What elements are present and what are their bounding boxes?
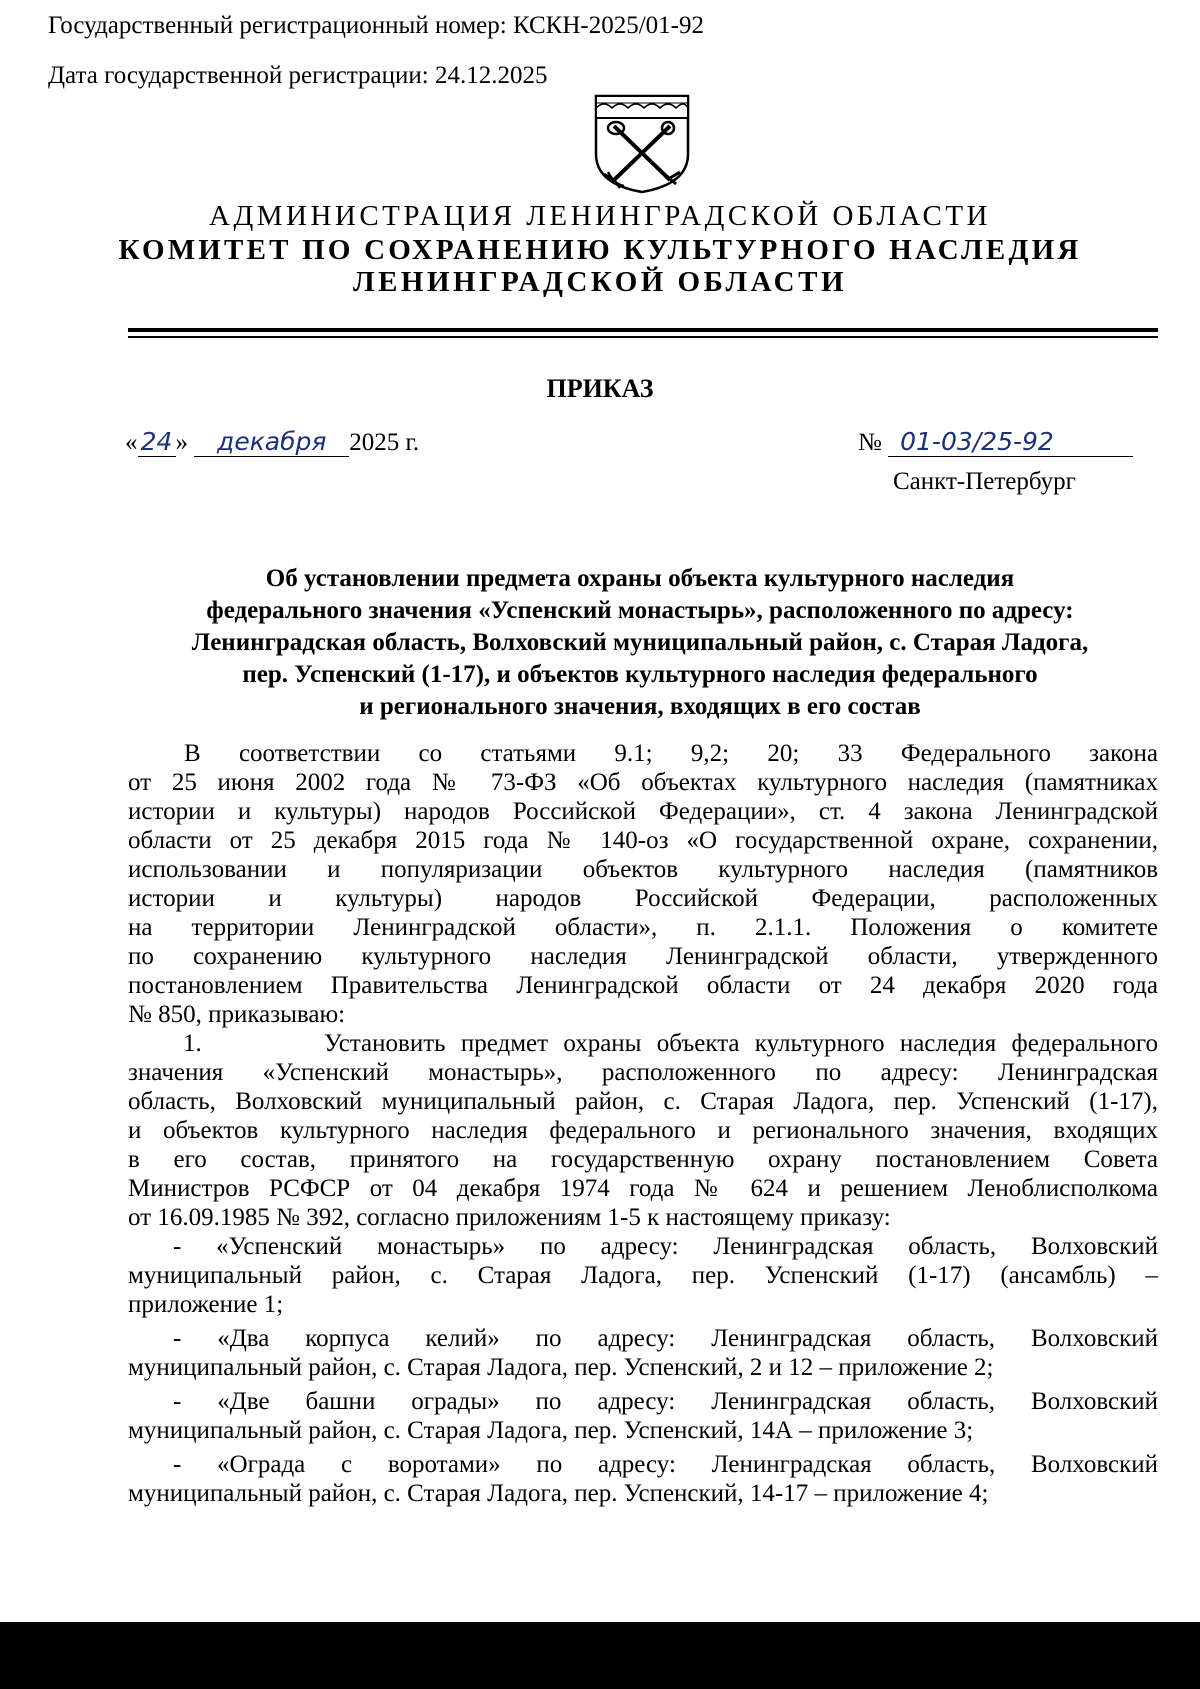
title-line: пер. Успенский (1-17), и объектов культурного наследия федерального <box>242 661 1038 688</box>
body-line: В соответствии со статьями 9.1; 9,2; 20; 33 Федерального закона <box>184 740 1158 767</box>
order-date <box>125 428 419 457</box>
body-line: использовании и популяризации объектов культурного наследия (памятников <box>128 856 1158 883</box>
body-line: муниципальный район, с. Старая Ладога, пер. Успенский (1-17) (ансамбль) – <box>128 1262 1158 1289</box>
order-day-handwritten: 24 <box>138 428 176 457</box>
body-line: и объектов культурного наследия федерального и регионального значения, входящих <box>128 1117 1158 1144</box>
committee-heading: КОМИТЕТ ПО СОХРАНЕНИЮ КУЛЬТУРНОГО НАСЛЕДИЯ <box>118 234 1082 266</box>
committee-heading-region: ЛЕНИНГРАДСКОЙ ОБЛАСТИ <box>352 266 848 298</box>
order-number-handwritten: 01-03/25-92 <box>888 428 1133 457</box>
registration-number: Государственный регистрационный номер: КСКН-2025/01-92 <box>48 12 705 39</box>
order-month-handwritten: декабря <box>194 428 349 457</box>
scan-bottom-border <box>0 1622 1200 1689</box>
body-line: муниципальный район, с. Старая Ладога, пер. Успенский, 14А – приложение 3; <box>128 1417 974 1444</box>
title-line: Ленинградская область, Волховский муниципальный район, с. Старая Ладога, <box>191 629 1089 656</box>
order-number <box>858 428 1133 457</box>
body-line: область, Волховский муниципальный район, с. Старая Ладога, пер. Успенский (1-17), <box>128 1088 1158 1115</box>
document-title <box>120 563 1160 723</box>
header-divider-thin <box>128 336 1158 338</box>
body-line: - «Успенский монастырь» по адресу: Ленинградская область, Волховский <box>173 1233 1158 1260</box>
body-line: - «Ограда с воротами» по адресу: Ленинградская область, Волховский <box>173 1451 1158 1478</box>
administration-heading: АДМИНИСТРАЦИЯ ЛЕНИНГРАДСКОЙ ОБЛАСТИ <box>209 200 991 232</box>
title-line: Об установлении предмета охраны объекта культурного наследия <box>265 565 1015 592</box>
body-line: на территории Ленинградской области», п. 2.1.1. Положения о комитете <box>128 914 1158 941</box>
leningrad-oblast-coat-of-arms-icon <box>592 92 692 196</box>
body-line: значения «Успенский монастырь», расположенного по адресу: Ленинградская <box>128 1059 1158 1086</box>
body-line: области от 25 декабря 2015 года № 140-оз «О государственной охране, сохранении, <box>128 827 1158 854</box>
body-line: истории и культуры) народов Российской Федерации, расположенных <box>128 885 1158 912</box>
body-line: постановлением Правительства Ленинградской области от 24 декабря 2020 года <box>128 972 1158 999</box>
document-body <box>128 739 1158 1508</box>
body-line: муниципальный район, с. Старая Ладога, пер. Успенский, 14-17 – приложение 4; <box>128 1480 989 1507</box>
date-open-quote: « <box>125 429 138 456</box>
body-line: от 16.09.1985 № 392, согласно приложениям 1-5 к настоящему приказу: <box>128 1204 891 1231</box>
body-line: в его состав, принятого на государственную охрану постановлением Совета <box>128 1146 1158 1173</box>
date-close-quote: » <box>175 429 188 456</box>
title-line: федерального значения «Успенский монастырь», расположенного по адресу: <box>206 597 1074 624</box>
registration-date: Дата государственной регистрации: 24.12.2025 <box>48 62 548 89</box>
body-line: муниципальный район, с. Старая Ладога, пер. Успенский, 2 и 12 – приложение 2; <box>128 1354 994 1381</box>
order-year: 2025 г. <box>349 429 420 456</box>
body-line: - «Два корпуса келий» по адресу: Ленинградская область, Волховский <box>173 1325 1158 1352</box>
body-line: 1. Установить предмет охраны объекта культурного наследия федерального <box>183 1030 1158 1057</box>
number-sign: № <box>858 429 882 456</box>
body-line: - «Две башни ограды» по адресу: Ленинградская область, Волховский <box>173 1388 1158 1415</box>
title-line: и регионального значения, входящих в его состав <box>359 693 921 720</box>
header-divider-thick <box>128 328 1158 332</box>
body-line: № 850, приказываю: <box>128 1001 346 1028</box>
place-of-issue: Санкт-Петербург <box>893 468 1076 495</box>
body-line: приложение 1; <box>128 1291 284 1318</box>
body-line: Министров РСФСР от 04 декабря 1974 года № 624 и решением Леноблисполкома <box>128 1175 1158 1202</box>
document-type: ПРИКАЗ <box>546 374 654 403</box>
body-line: от 25 июня 2002 года № 73-ФЗ «Об объектах культурного наследия (памятниках <box>128 769 1158 796</box>
body-line: по сохранению культурного наследия Ленинградской области, утвержденного <box>128 943 1158 970</box>
body-line: истории и культуры) народов Российской Федерации», ст. 4 закона Ленинградской <box>128 798 1158 825</box>
